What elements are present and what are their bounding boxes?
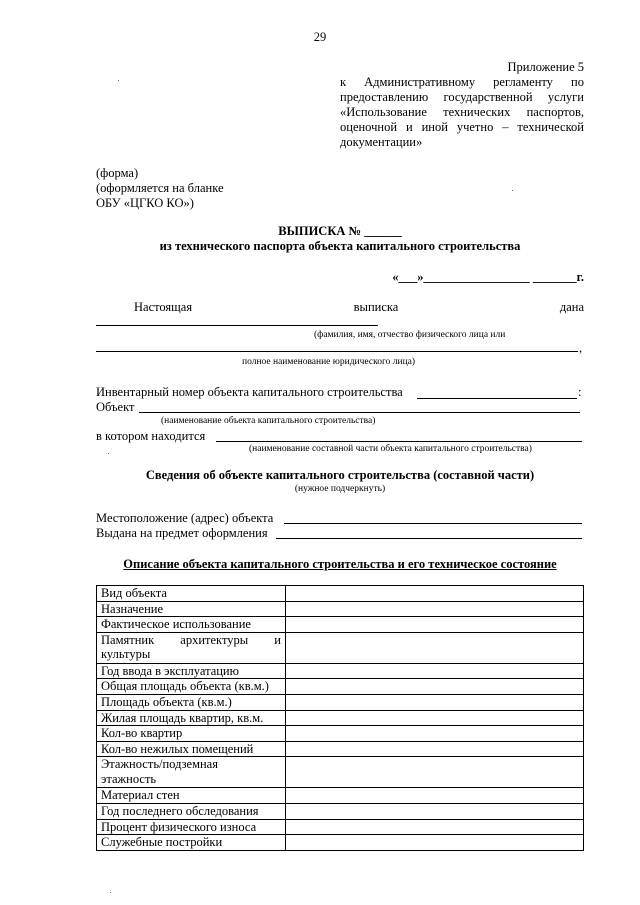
description-table <box>96 585 584 851</box>
row-label: Фактическое использование <box>97 617 286 633</box>
row-label-line: культуры <box>101 647 151 662</box>
appendix-word: регламенту <box>493 75 553 89</box>
issued-word: выписка <box>353 300 399 314</box>
table-row <box>97 788 584 804</box>
row-value-cell[interactable] <box>286 757 584 788</box>
row-value-cell[interactable] <box>286 679 584 695</box>
row-label-line <box>101 633 281 648</box>
appendix-word: учетно <box>456 120 494 134</box>
appendix-word: предоставлению <box>340 90 429 104</box>
form-note <box>96 166 224 211</box>
table-row <box>97 601 584 617</box>
table-row <box>97 710 584 726</box>
form-note-line: (оформляется на бланке <box>96 181 224 195</box>
issued-fill-line-1[interactable] <box>96 325 378 326</box>
located-label: в котором находится <box>96 429 206 443</box>
page-number: 29 <box>313 30 327 44</box>
purpose-label: Выдана на предмет оформления <box>96 526 268 540</box>
row-label: Год ввода в эксплуатацию <box>97 663 286 679</box>
row-label: Кол-во квартир <box>97 726 286 742</box>
row-label: Площадь объекта (кв.м.) <box>97 694 286 710</box>
row-value-cell[interactable] <box>286 819 584 835</box>
table-row <box>97 803 584 819</box>
appendix-word: Административному <box>364 75 476 89</box>
row-value-cell[interactable] <box>286 586 584 602</box>
address-field[interactable] <box>284 523 582 524</box>
issued-hint-2: полное наименование юридического лица) <box>242 357 416 367</box>
row-value-cell[interactable] <box>286 663 584 679</box>
issued-fill-line-2[interactable] <box>96 351 578 352</box>
section-hint: (нужное подчеркнуть) <box>294 484 386 494</box>
scan-speck <box>118 80 119 81</box>
row-label-line: Этажность/подземная <box>101 757 218 772</box>
scan-speck <box>512 190 513 191</box>
appendix-number: Приложение 5 <box>507 60 584 74</box>
inventory-label: Инвентарный номер объекта капитального строительства <box>96 385 403 399</box>
row-value-cell[interactable] <box>286 710 584 726</box>
issued-word: Настоящая <box>134 300 193 314</box>
description-title: Описание объекта капитального строительства и его техническое состояние <box>123 557 557 571</box>
appendix-word: к <box>340 75 347 89</box>
row-label: Кол-во нежилых помещений <box>97 741 286 757</box>
inventory-number-field[interactable] <box>417 398 577 399</box>
table-row <box>97 617 584 633</box>
appendix-line-6: документации» <box>340 135 423 149</box>
document-title: ВЫПИСКА № ______ <box>278 224 402 238</box>
table-row <box>97 632 584 663</box>
table-row <box>97 694 584 710</box>
appendix-line-3 <box>340 90 584 105</box>
row-label <box>97 757 286 788</box>
issued-comma: , <box>579 341 583 355</box>
row-label: Назначение <box>97 601 286 617</box>
row-label: Служебные постройки <box>97 835 286 851</box>
row-label: Материал стен <box>97 788 286 804</box>
row-value-cell[interactable] <box>286 694 584 710</box>
appendix-word: технических <box>443 105 511 119</box>
appendix-line-5 <box>340 120 584 135</box>
table-row <box>97 663 584 679</box>
row-value-cell[interactable] <box>286 803 584 819</box>
scan-speck <box>108 453 109 454</box>
row-label-word: и <box>274 632 281 647</box>
row-label <box>97 632 286 663</box>
appendix-word: государственной <box>443 90 533 104</box>
appendix-word: технической <box>517 120 584 134</box>
issued-line <box>96 300 584 315</box>
row-value-cell[interactable] <box>286 741 584 757</box>
table-row <box>97 835 584 851</box>
row-value-cell[interactable] <box>286 835 584 851</box>
row-label-word: архитектуры <box>180 632 249 647</box>
issued-hint-1: (фамилия, имя, отчество физического лица или <box>314 330 506 340</box>
appendix-word: и <box>405 120 413 134</box>
table-row <box>97 741 584 757</box>
appendix-word: по <box>571 75 584 89</box>
appendix-word: паспортов, <box>526 105 584 119</box>
located-field[interactable] <box>216 441 582 442</box>
form-note-line: (форма) <box>96 166 139 180</box>
table-row <box>97 726 584 742</box>
section-title: Сведения об объекте капитального строительства (составной части) <box>145 468 535 482</box>
document-subtitle: из технического паспорта объекта капитального строительства <box>159 239 521 253</box>
appendix-block <box>340 60 584 150</box>
located-hint: (наименование составной части объекта капитального строительства) <box>249 444 532 454</box>
row-label-word: Памятник <box>101 632 155 647</box>
row-label: Жилая площадь квартир, кв.м. <box>97 710 286 726</box>
appendix-word: оценочной <box>340 120 398 134</box>
appendix-word: иной <box>421 120 448 134</box>
table-row <box>97 586 584 602</box>
appendix-word: – <box>502 120 509 134</box>
row-value-cell[interactable] <box>286 632 584 663</box>
object-label: Объект <box>96 400 135 414</box>
appendix-word: «Использование <box>340 105 427 119</box>
address-label: Местоположение (адрес) объекта <box>96 511 274 525</box>
row-label: Вид объекта <box>97 586 286 602</box>
row-value-cell[interactable] <box>286 601 584 617</box>
row-label: Процент физического износа <box>97 819 286 835</box>
object-hint: (наименование объекта капитального строительства) <box>161 416 376 426</box>
row-value-cell[interactable] <box>286 726 584 742</box>
row-label: Общая площадь объекта (кв.м.) <box>97 679 286 695</box>
appendix-line-4 <box>340 105 584 120</box>
row-value-cell[interactable] <box>286 617 584 633</box>
appendix-line-2 <box>340 75 584 90</box>
row-label-line: этажность <box>101 771 157 786</box>
table-row <box>97 819 584 835</box>
row-value-cell[interactable] <box>286 788 584 804</box>
purpose-field[interactable] <box>276 538 582 539</box>
inventory-colon: : <box>578 385 582 399</box>
table-row <box>97 757 584 788</box>
object-field[interactable] <box>139 412 580 413</box>
date-line: «___»_________________ _______г. <box>392 270 584 284</box>
scan-speck <box>110 892 111 893</box>
issued-word: дана <box>559 300 584 314</box>
row-label: Год последнего обследования <box>97 803 286 819</box>
form-note-line: ОБУ «ЦГКО КО») <box>96 196 194 210</box>
appendix-word: услуги <box>547 90 584 104</box>
table-row <box>97 679 584 695</box>
